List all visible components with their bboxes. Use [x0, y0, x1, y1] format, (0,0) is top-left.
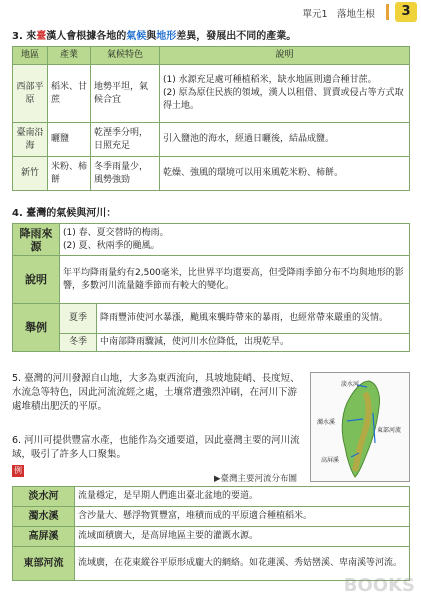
table-row	[13, 507, 410, 527]
table-row	[13, 123, 410, 157]
row-desc: 引入鹽池的海水，經過日曬後，結晶成鹽。	[160, 123, 410, 157]
label-desc: 說明	[13, 256, 60, 304]
map-label-east: 東部河流	[377, 427, 402, 434]
table-row	[13, 487, 410, 507]
map-label-zhuoshui: 濁水溪	[317, 419, 336, 426]
table-row	[13, 256, 410, 304]
page-number: 3	[395, 2, 417, 22]
row-region: 西部平原	[13, 65, 48, 123]
q3-prefix: 3. 來	[12, 31, 37, 42]
row-industry: 曬鹽	[48, 123, 91, 157]
taiwan-river-map	[310, 372, 410, 482]
rain-line-1: (1) 春、夏交替時的梅雨。	[63, 227, 169, 238]
industry-table-header	[13, 47, 410, 65]
rain-lines	[60, 224, 410, 256]
climate-river-table	[12, 223, 410, 352]
river-name: 濁水溪	[13, 507, 75, 527]
map-caption: ▶臺灣主要河流分布圖	[214, 474, 298, 484]
page-header	[0, 0, 421, 24]
table-row	[13, 527, 410, 547]
q3-and: 與	[146, 31, 157, 42]
q3-tai: 臺	[36, 31, 47, 42]
label-rain-source: 降雨來源	[13, 224, 60, 256]
map-label-gaoping: 高屏溪	[321, 457, 340, 464]
winter-text: 中南部降雨驟減，使河川水位降低，出現乾旱。	[97, 334, 410, 352]
map-label-tamsui: 淡水河	[341, 381, 360, 388]
example-mark: 例	[14, 466, 22, 475]
table-row	[13, 224, 410, 256]
desc-text: 年平均降雨量約有2,500毫米，比世界平均還要高，但受降雨季節分布不均與地形的影響，多數河川流量隨季節而有較大的變化。	[60, 256, 410, 304]
th-desc: 說明	[160, 47, 410, 65]
summer-label: 夏季	[60, 304, 97, 334]
row-region: 臺南沿海	[13, 123, 48, 157]
river-text: 流域廣，在花東縱谷平原形成龐大的網絡。如花蓮溪、秀姑巒溪、卑南溪等河流。	[75, 547, 410, 581]
th-industry: 產業	[48, 47, 91, 65]
winter-label: 冬季	[60, 334, 97, 352]
unit-title: 單元1 落地生根	[302, 9, 375, 20]
watermark: BOOKS	[343, 575, 415, 596]
river-table	[12, 486, 410, 581]
q4-title: 4. 臺灣的氣候與河川：	[12, 208, 117, 219]
th-region: 地區	[13, 47, 48, 65]
header-divider	[386, 4, 389, 20]
table-row	[13, 65, 410, 123]
table-row	[13, 157, 410, 191]
row-climate: 冬季雨量少，風勢強勁	[91, 157, 160, 191]
q3-terrain: 地形	[156, 31, 177, 42]
river-name: 東部河流	[13, 547, 75, 581]
q5-text: 5. 臺灣的河川發源自山地，大多為東西流向，具坡地陡峭、長度短、水流急等特色，因此河流流經之處，土壤常遭強烈沖刷，在河川下游處堆積出肥沃的平原。	[12, 373, 300, 412]
row-region: 新竹	[13, 157, 48, 191]
q6-text: 6. 河川可提供豐富水產，也能作為交通要道，因此臺灣主要的河川流域，吸引了許多人口聚集。	[12, 435, 300, 460]
th-climate: 氣候特色	[91, 47, 160, 65]
row-industry: 稻米、甘蔗	[48, 65, 91, 123]
river-name: 淡水河	[13, 487, 75, 507]
table-row	[13, 304, 410, 334]
label-example: 舉例	[13, 304, 60, 352]
river-name: 高屏溪	[13, 527, 75, 547]
q3-title	[12, 30, 296, 44]
row-climate: 乾溼季分明，日照充足	[91, 123, 160, 157]
table-row	[13, 334, 410, 352]
rain-line-2: (2) 夏、秋兩季的颱風。	[63, 240, 160, 251]
summer-text: 降雨豐沛使河水暴漲，颱風來襲時帶來的暴雨，也經常帶來嚴重的災情。	[97, 304, 410, 334]
river-text: 流域面積廣大，是高屏地區主要的灌溉水源。	[75, 527, 410, 547]
row-industry: 米粉、柿餅	[48, 157, 91, 191]
industry-table	[12, 46, 410, 191]
q3-mid: 漢人會根據各地的	[46, 31, 127, 42]
q3-climate: 氣候	[126, 31, 147, 42]
q3-rest: 差異，發展出不同的產業。	[176, 31, 297, 42]
row-desc: (1) 水源充足處可種植稻米，缺水地區則適合種甘蔗。 (2) 原為原住民族的領域，漢人以租借、買賣或侵占等方式取得土地。	[160, 65, 410, 123]
row-desc: 乾燥、強風的環境可以用來風乾米粉、柿餅。	[160, 157, 410, 191]
river-text: 含沙量大、懸浮物質豐富，堆積而成的平原適合種植稻米。	[75, 507, 410, 527]
row-climate: 地勢平坦，氣候合宜	[91, 65, 160, 123]
river-text: 流量穩定，是早期人們進出臺北盆地的要道。	[75, 487, 410, 507]
